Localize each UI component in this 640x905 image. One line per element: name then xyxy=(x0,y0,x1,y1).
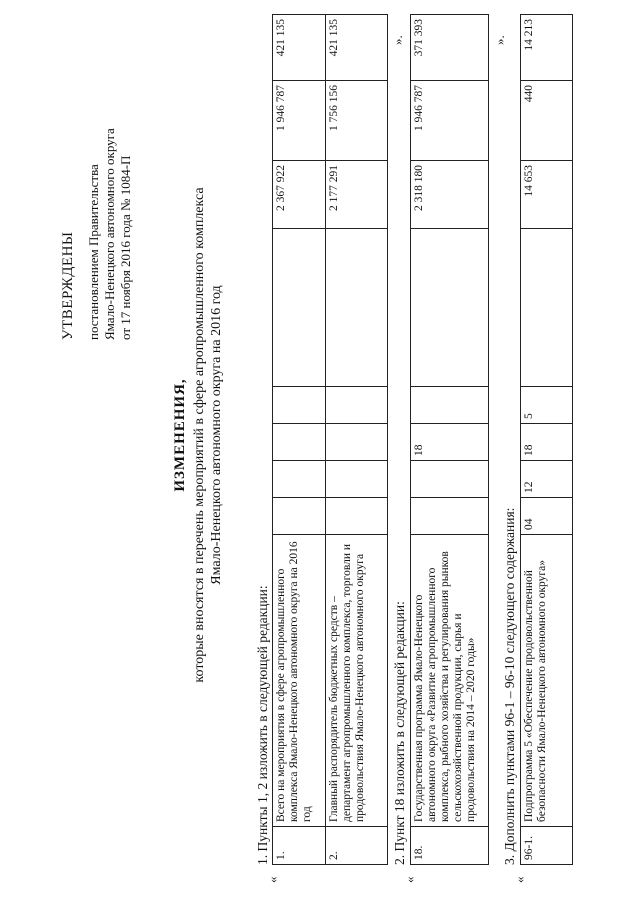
value-cell: 371 393 xyxy=(411,15,489,81)
code-cell: 12 xyxy=(521,461,573,498)
title-line: Ямало-Ненецкого автономного округа на 2016 год xyxy=(209,285,224,585)
value-cell: 1 946 787 xyxy=(273,81,326,161)
row-index: 2. xyxy=(326,827,388,865)
code-cell xyxy=(273,387,326,424)
total-cell: 14 653 xyxy=(521,161,573,229)
approval-line: постановлением Правительства xyxy=(86,164,101,340)
code-cell xyxy=(273,498,326,535)
code-cell xyxy=(273,424,326,461)
value-cell: 440 xyxy=(521,81,573,161)
code-cell: 18 xyxy=(411,424,489,461)
table-row xyxy=(521,15,573,865)
row-name: Государственная программа Ямало-Ненецкого автономного округа «Развитие агропромышленного комплекса, рыбного хозяйства и регулирования рынков сельскохозяйственной продукции, сырья и продовольствия на 2014 – 2020 годы» xyxy=(411,535,489,827)
row-name: Главный распорядитель бюджетных средств – департамент агропромышленного комплекса, торговли и продовольствия Ямало-Ненецкого автономного округа xyxy=(326,535,388,827)
open-quote: « xyxy=(512,876,527,883)
row-index: 96-1. xyxy=(521,827,573,865)
close-quote: ». xyxy=(492,35,507,45)
close-quote: ». xyxy=(390,35,405,45)
blank-cell xyxy=(411,229,489,387)
blank-cell xyxy=(521,229,573,387)
row-name: Всего на мероприятия в сфере агропромышленного комплекса Ямало-Ненецкого автономного округа на 2016 год xyxy=(273,535,326,827)
title-block xyxy=(172,155,225,715)
value-cell: 14 213 xyxy=(521,15,573,81)
approval-line: Ямало-Ненецкого автономного округа xyxy=(102,128,117,340)
row-index: 18. xyxy=(411,827,489,865)
amendment-table-3 xyxy=(520,14,573,865)
title-line: которые вносятся в перечень мероприятий в сфере агропромышленного комплекса xyxy=(192,187,207,683)
value-cell: 1 756 156 xyxy=(326,81,388,161)
code-cell xyxy=(411,461,489,498)
value-cell: 421 135 xyxy=(326,15,388,81)
code-cell xyxy=(326,461,388,498)
blank-cell xyxy=(273,229,326,387)
code-cell xyxy=(326,387,388,424)
document-title: ИЗМЕНЕНИЯ, xyxy=(172,378,188,492)
open-quote: « xyxy=(402,876,417,883)
amendment-table-1 xyxy=(272,14,388,865)
section-heading: 2. Пункт 18 изложить в следующей редакции: xyxy=(392,601,407,865)
section-heading: 3. Дополнить пунктами 96-1 – 96-10 следующего содержания: xyxy=(502,507,517,865)
blank-cell xyxy=(326,229,388,387)
approval-line: от 17 ноября 2016 года № 1084-П xyxy=(118,155,133,340)
row-index: 1. xyxy=(273,827,326,865)
approval-heading: УТВЕРЖДЕНЫ xyxy=(60,231,76,340)
row-name: Подпрограмма 5 «Обеспечение продовольственной безопасности Ямало-Ненецкого автономного округа» xyxy=(521,535,573,827)
value-cell: 421 135 xyxy=(273,15,326,81)
total-cell: 2 367 922 xyxy=(273,161,326,229)
code-cell xyxy=(273,461,326,498)
code-cell: 04 xyxy=(521,498,573,535)
table-row xyxy=(326,15,388,865)
code-cell: 18 xyxy=(521,424,573,461)
total-cell: 2 177 291 xyxy=(326,161,388,229)
table-row xyxy=(273,15,326,865)
amendment-table-2 xyxy=(410,14,489,865)
code-cell xyxy=(326,424,388,461)
code-cell: 5 xyxy=(521,387,573,424)
total-cell: 2 318 180 xyxy=(411,161,489,229)
section-heading: 1. Пункты 1, 2 изложить в следующей редакции: xyxy=(255,585,270,865)
code-cell xyxy=(411,498,489,535)
code-cell xyxy=(326,498,388,535)
value-cell: 1 946 787 xyxy=(411,81,489,161)
code-cell xyxy=(411,387,489,424)
table-row xyxy=(411,15,489,865)
approval-block xyxy=(60,20,134,340)
open-quote: « xyxy=(265,876,280,883)
